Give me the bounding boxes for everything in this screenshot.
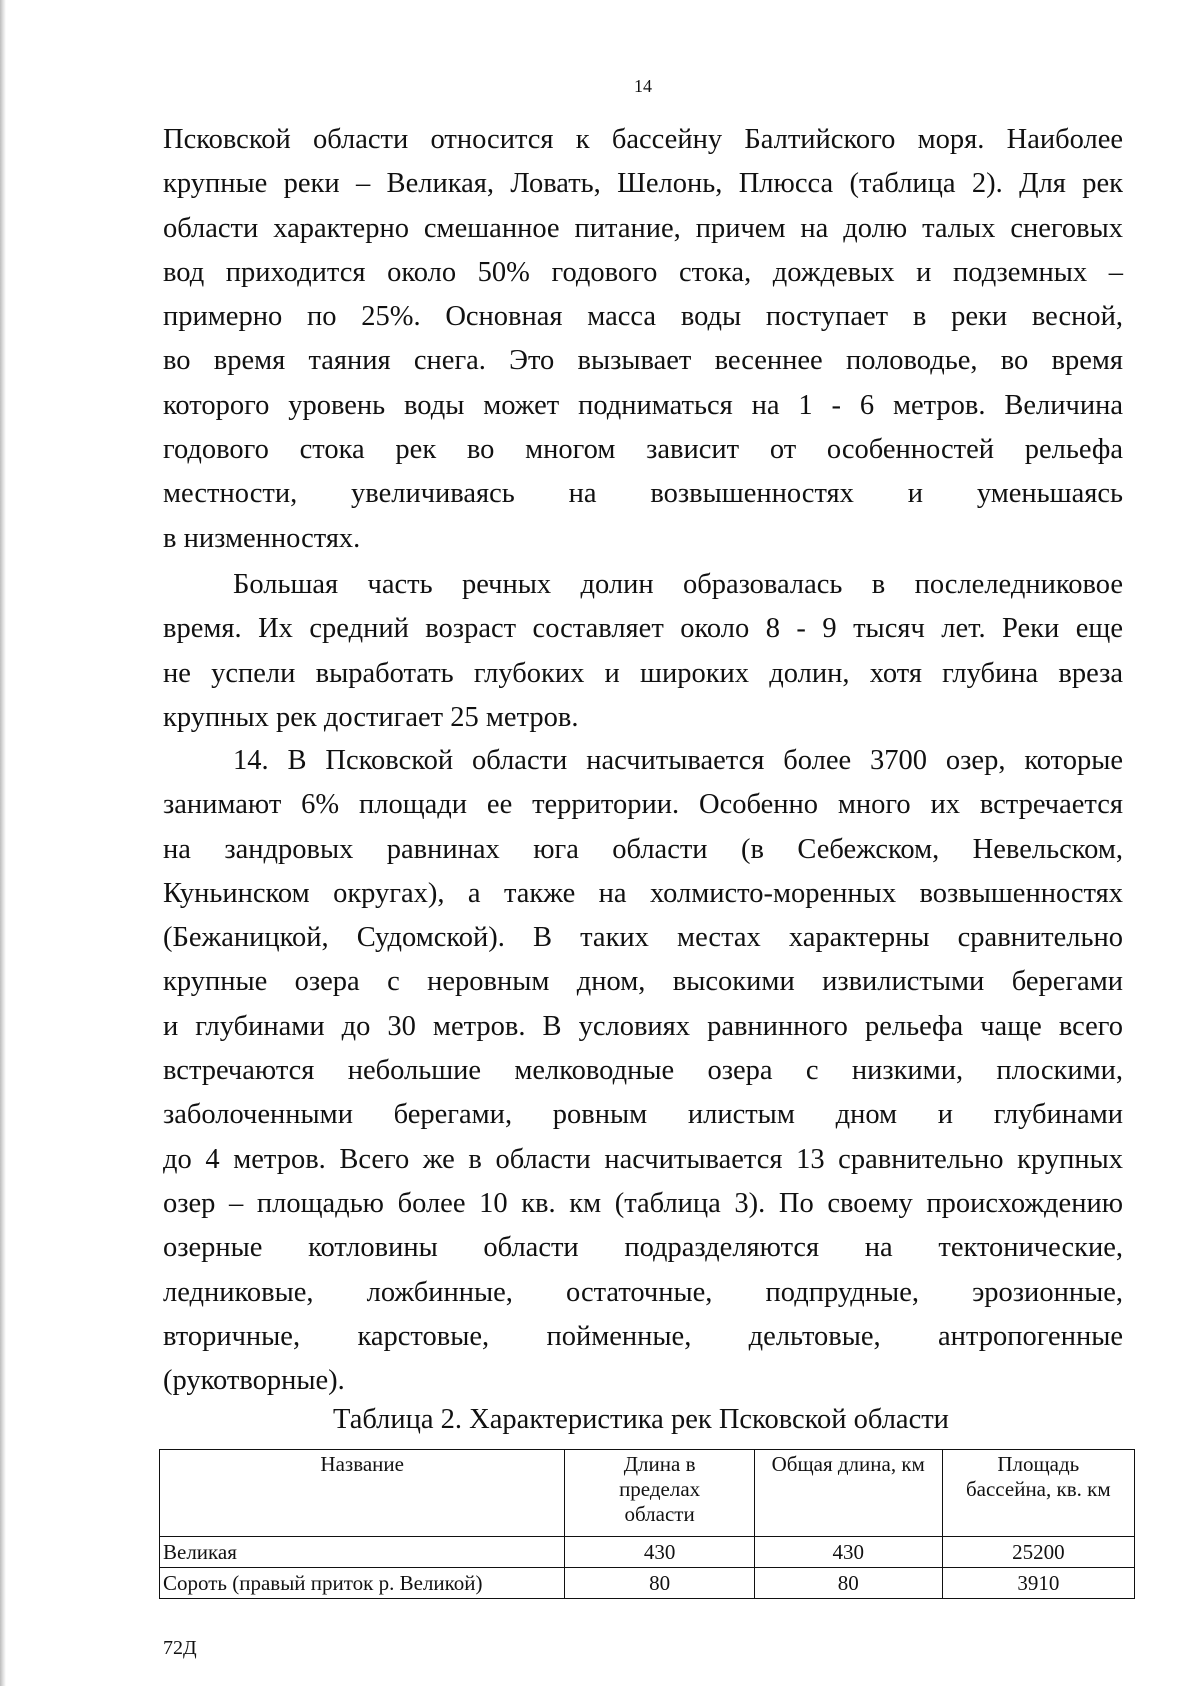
text-line: ледниковые, ложбинные, остаточные, подпрудные, эрозионные, (163, 1276, 1123, 1308)
table-caption: Таблица 2. Характеристика рек Псковской области (333, 1404, 949, 1435)
text-line: крупные реки – Великая, Ловать, Шелонь, Плюсса (таблица 2). Для рек (163, 168, 1123, 200)
cell-length-in-region: 430 (565, 1537, 754, 1568)
text-line: (Бежаницкой, Судомской). В таких местах характерны сравнительно (163, 922, 1123, 954)
header-length-in-region (565, 1450, 754, 1537)
text-line: до 4 метров. Всего же в области насчитывается 13 сравнительно крупных (163, 1143, 1123, 1175)
text-line: 14. В Псковской области насчитывается более 3700 озер, которые (233, 745, 1123, 776)
text-line: во время таяния снега. Это вызывает весеннее половодье, во время (163, 345, 1123, 377)
text-line: крупные озера с неровным дном, высокими извилистыми берегами (163, 966, 1123, 998)
text-line: вод приходится около 50% годового стока, дождевых и подземных – (163, 256, 1123, 288)
cell-river-name: Великая (160, 1537, 565, 1568)
text-line: не успели выработать глубоких и широких долин, хотя глубина вреза (163, 657, 1123, 689)
paragraph-lakes (163, 739, 1123, 1403)
rivers-table (159, 1449, 1135, 1599)
text-line: занимают 6% площади ее территории. Особенно много их встречается (163, 789, 1123, 821)
header-basin-area (942, 1450, 1134, 1537)
cell-length-in-region: 80 (565, 1568, 754, 1599)
text-line: годового стока рек во многом зависит от особенностей рельефа (163, 434, 1123, 466)
text-line: примерно по 25%. Основная масса воды поступает в реки весной, (163, 301, 1123, 333)
text-line: и глубинами до 30 метров. В условиях равнинного рельефа чаще всего (163, 1010, 1123, 1042)
paragraph-valleys (163, 563, 1123, 740)
table-row (160, 1568, 1135, 1599)
cell-basin-area: 3910 (942, 1568, 1134, 1599)
text-line: время. Их средний возраст составляет около 8 - 9 тысяч лет. Реки еще (163, 613, 1123, 645)
text-line: встречаются небольшие мелководные озера с низкими, плоскими, (163, 1055, 1123, 1087)
text-line: которого уровень воды может подниматься на 1 - 6 метров. Величина (163, 389, 1123, 421)
cell-river-name: Сороть (правый приток р. Великой) (160, 1568, 565, 1599)
scan-edge (0, 0, 6, 1686)
text-line: в низменностях. (163, 522, 361, 554)
table-row (160, 1537, 1135, 1568)
cell-total-length: 430 (754, 1537, 942, 1568)
header-name: Название (160, 1450, 565, 1537)
table-header-row (160, 1450, 1135, 1537)
header-length-text: Длина в пределах области (619, 1452, 701, 1526)
text-line: заболоченными берегами, ровным илистым дном и глубинами (163, 1099, 1123, 1131)
cell-total-length: 80 (754, 1568, 942, 1599)
text-line: на зандровых равнинах юга области (в Себежском, Невельском, (163, 833, 1123, 865)
text-line: Большая часть речных долин образовалась в послеледниковое (233, 569, 1123, 600)
header-area-text: Площадь бассейна, кв. км (965, 1452, 1111, 1501)
text-line: (рукотворные). (163, 1365, 345, 1397)
cell-basin-area: 25200 (942, 1537, 1134, 1568)
footer-code: 72Д (163, 1637, 197, 1659)
text-line: местности, увеличиваясь на возвышенностях и уменьшаясь (163, 478, 1123, 510)
page-number: 14 (634, 76, 652, 96)
text-line: озер – площадью более 10 кв. км (таблица 3). По своему происхождению (163, 1187, 1123, 1219)
text-line: области характерно смешанное питание, причем на долю талых снеговых (163, 212, 1123, 244)
text-line: Куньинском округах), а также на холмисто-моренных возвышенностях (163, 877, 1123, 909)
header-total-length: Общая длина, км (754, 1450, 942, 1537)
text-line: крупных рек достигает 25 метров. (163, 701, 579, 733)
text-line: озерные котловины области подразделяются на тектонические, (163, 1232, 1123, 1264)
text-line: вторичные, карстовые, пойменные, дельтовые, антропогенные (163, 1320, 1123, 1352)
paragraph-rivers (163, 118, 1123, 561)
text-line: Псковской области относится к бассейну Балтийского моря. Наиболее (163, 124, 1123, 155)
